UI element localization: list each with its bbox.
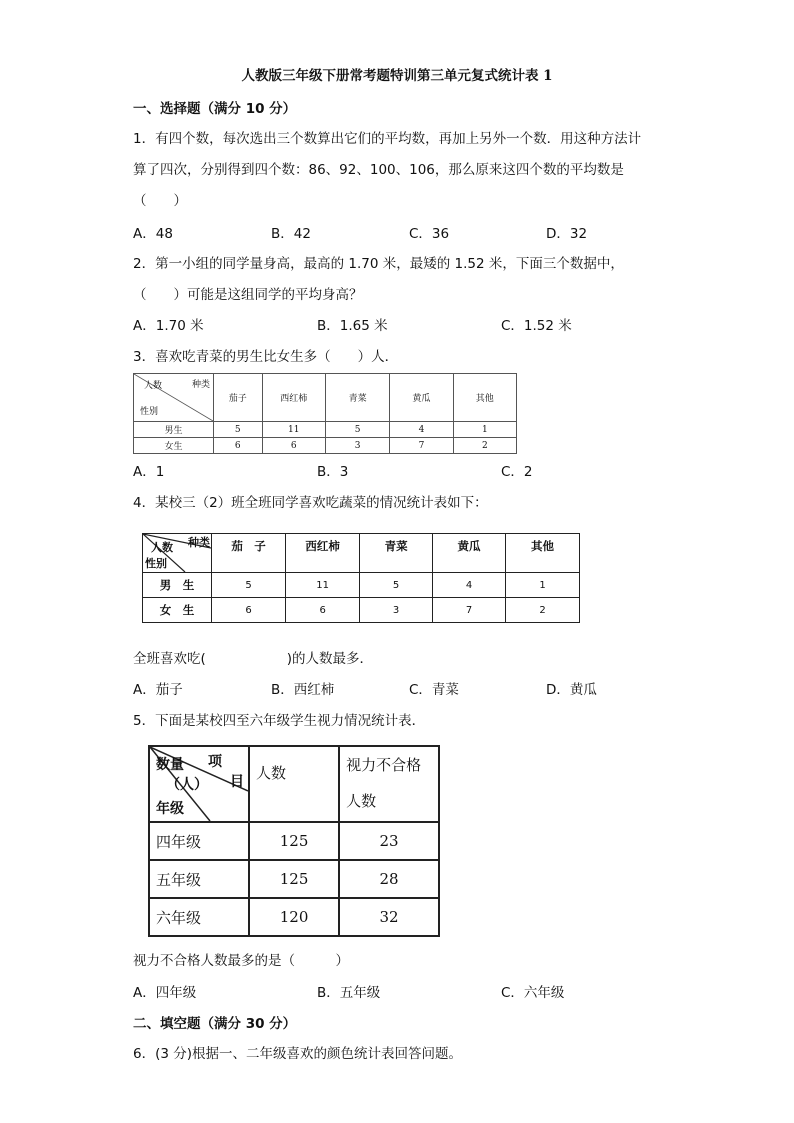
- table-cell: 6: [286, 598, 360, 623]
- option: B．42: [271, 226, 311, 242]
- table-cell: 120: [249, 898, 339, 936]
- column-header: 黄瓜: [433, 534, 506, 573]
- column-header: 茄子: [214, 374, 263, 422]
- table-cell: 2: [506, 598, 580, 623]
- option: B．3: [317, 464, 349, 480]
- table-corner-cell: [134, 374, 214, 422]
- option: A．茄子: [133, 682, 183, 698]
- column-header: 青菜: [325, 374, 389, 422]
- option: D．黄瓜: [546, 682, 597, 698]
- table-cell: 1: [453, 422, 516, 438]
- table-corner-cell: [149, 746, 249, 822]
- corner-label-item-1: 项: [208, 754, 222, 770]
- table-cell: 6: [212, 598, 286, 623]
- table-corner-cell: [143, 534, 212, 573]
- option: C．36: [409, 226, 450, 242]
- option: B．五年级: [317, 985, 381, 1001]
- table-cell: 4: [390, 422, 453, 438]
- table-row: [134, 438, 517, 454]
- table-cell: 7: [390, 438, 453, 454]
- table-cell: 11: [286, 573, 360, 598]
- corner-label-mid: 人数: [151, 541, 173, 554]
- column-header: [339, 746, 439, 822]
- eyesight-table: [148, 745, 440, 937]
- table-row: [149, 898, 439, 936]
- answer-blank: （ ）: [133, 193, 187, 209]
- table-cell: 5: [212, 573, 286, 598]
- question-text: 5．下面是某校四至六年级学生视力情况统计表．: [133, 713, 426, 729]
- column-header: 西红柿: [262, 374, 325, 422]
- row-label: 女生: [134, 438, 214, 454]
- table-cell: 7: [433, 598, 506, 623]
- corner-label-grade: 年级: [156, 801, 184, 817]
- vegetable-table-small: [133, 373, 517, 454]
- table-cell: 6: [262, 438, 325, 454]
- column-header: 茄 子: [212, 534, 286, 573]
- column-header-line1: 视力不合格: [346, 756, 422, 774]
- table-row: [134, 422, 517, 438]
- question-text: 1．有四个数，每次选出三个数算出它们的平均数，再加上另外一个数．用这种方法计: [133, 131, 642, 147]
- table-row: [149, 822, 439, 860]
- column-header: 其他: [506, 534, 580, 573]
- row-label: 男生: [134, 422, 214, 438]
- option: B．1.65 米: [317, 318, 388, 334]
- question-text: 算了四次，分别得到四个数：86、92、100、106，那么原来这四个数的平均数是: [133, 162, 624, 178]
- question-text: 3．喜欢吃青菜的男生比女生多（ ）人．: [133, 349, 399, 365]
- option: C．青菜: [409, 682, 459, 698]
- corner-label-item-2: 目: [230, 774, 244, 790]
- table-cell: 11: [262, 422, 325, 438]
- section-heading: 二、填空题（满分 30 分）: [133, 1016, 297, 1032]
- corner-label-quantity: 数量: [156, 757, 184, 773]
- table-row: [143, 573, 580, 598]
- vegetable-table-large: [142, 533, 580, 623]
- page-title: 人教版三年级下册常考题特训第三单元复式统计表 1: [241, 68, 553, 84]
- table-cell: 4: [433, 573, 506, 598]
- table-cell: 28: [339, 860, 439, 898]
- table-cell: 1: [506, 573, 580, 598]
- table-cell: 23: [339, 822, 439, 860]
- question-text: 视力不合格人数最多的是（ ）: [133, 953, 349, 969]
- table-cell: 5: [360, 573, 433, 598]
- question-text: 6．(3 分)根据一、二年级喜欢的颜色统计表回答问题。: [133, 1046, 463, 1062]
- option: A．四年级: [133, 985, 197, 1001]
- option: C．2: [501, 464, 533, 480]
- row-label: 五年级: [149, 860, 249, 898]
- question-text: 2．第一小组的同学量身高，最高的 1.70 米，最矮的 1.52 米，下面三个数据中，: [133, 256, 624, 272]
- option: A．1.70 米: [133, 318, 204, 334]
- question-text: 全班喜欢吃( )的人数最多．: [133, 651, 374, 667]
- column-header: 西红柿: [286, 534, 360, 573]
- corner-label-bottom: 性别: [140, 407, 159, 417]
- column-header-line2: 人数: [346, 792, 377, 810]
- table-cell: 5: [214, 422, 263, 438]
- table-cell: 2: [453, 438, 516, 454]
- column-header: 其他: [453, 374, 516, 422]
- table-row: [143, 598, 580, 623]
- option: A．1: [133, 464, 165, 480]
- column-header-label: 人数: [256, 764, 287, 782]
- row-label: 男 生: [143, 573, 212, 598]
- table-cell: 5: [325, 422, 389, 438]
- table-cell: 32: [339, 898, 439, 936]
- row-label: 六年级: [149, 898, 249, 936]
- option: B．西红柿: [271, 682, 335, 698]
- row-label: 女 生: [143, 598, 212, 623]
- option: D．32: [546, 226, 588, 242]
- option: A．48: [133, 226, 173, 242]
- row-label: 四年级: [149, 822, 249, 860]
- column-header: [249, 746, 339, 822]
- corner-label-top: 种类: [191, 380, 210, 390]
- corner-label-unit: （人）: [166, 777, 208, 793]
- table-cell: 3: [325, 438, 389, 454]
- table-cell: 125: [249, 860, 339, 898]
- table-row: [149, 860, 439, 898]
- table-cell: 125: [249, 822, 339, 860]
- question-text: 4．某校三（2）班全班同学喜欢吃蔬菜的情况统计表如下：: [133, 495, 488, 511]
- option: C．1.52 米: [501, 318, 572, 334]
- column-header: 黄瓜: [390, 374, 453, 422]
- table-cell: 3: [360, 598, 433, 623]
- corner-label-top: 种类: [188, 536, 210, 549]
- column-header: 青菜: [360, 534, 433, 573]
- answer-blank: （ ）可能是这组同学的平均身高？: [133, 287, 363, 303]
- corner-label-bottom: 性别: [145, 557, 167, 570]
- section-heading: 一、选择题（满分 10 分）: [133, 101, 297, 117]
- table-cell: 6: [214, 438, 263, 454]
- option: C．六年级: [501, 985, 565, 1001]
- corner-label-mid: 人数: [144, 381, 163, 391]
